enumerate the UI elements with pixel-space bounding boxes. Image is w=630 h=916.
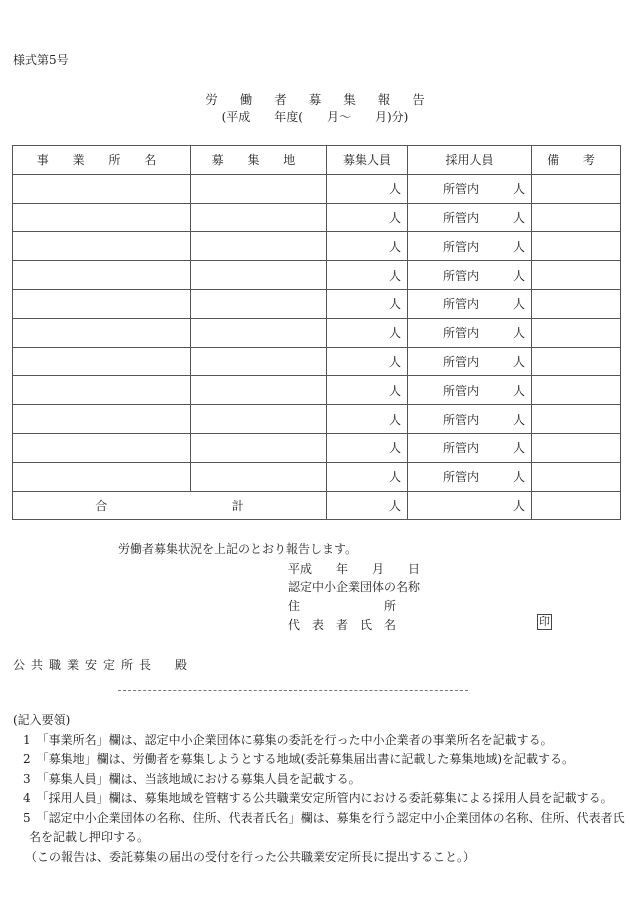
table-row bbox=[13, 433, 621, 462]
org-name-label: 認定中小企業団体の名称 bbox=[288, 580, 421, 594]
recruit-count-cell[interactable]: 人 bbox=[327, 462, 408, 491]
recruit-count-cell[interactable]: 人 bbox=[327, 174, 408, 203]
hired-count-cell[interactable] bbox=[408, 261, 532, 290]
recruit-count-cell[interactable]: 人 bbox=[327, 376, 408, 405]
form-number: 様式第5号 bbox=[13, 53, 69, 67]
recruit-area-cell[interactable] bbox=[191, 232, 327, 261]
total-remarks-cell[interactable] bbox=[532, 491, 621, 520]
recruit-count-cell[interactable]: 人 bbox=[327, 433, 408, 462]
recruit-count-cell[interactable]: 人 bbox=[327, 289, 408, 318]
instruction-item: 名を記載し押印する。 bbox=[29, 830, 150, 844]
header-recruit-count: 募集人員 bbox=[327, 146, 408, 175]
jurisdiction-label: 所管内 bbox=[443, 383, 480, 398]
representative-label: 代 表 者 氏 名 bbox=[288, 618, 397, 632]
unit-label: 人 bbox=[512, 182, 525, 197]
unit-label: 人 bbox=[512, 326, 525, 341]
remarks-cell[interactable] bbox=[532, 174, 621, 203]
jurisdiction-label: 所管内 bbox=[443, 412, 480, 427]
instruction-item: 5 「認定中小企業団体の名称、住所、代表者氏名」欄は、募集を行う認定中小企業団体の名称、住所、代表者氏 bbox=[23, 810, 625, 825]
unit-label: 人 bbox=[512, 297, 525, 312]
recruit-area-cell[interactable] bbox=[191, 462, 327, 491]
office-name-cell[interactable] bbox=[13, 405, 191, 434]
dashed-divider bbox=[118, 690, 468, 691]
addressee: 公共職業安定所長 殿 bbox=[13, 658, 194, 672]
remarks-cell[interactable] bbox=[532, 261, 621, 290]
table-row bbox=[13, 405, 621, 434]
recruit-area-cell[interactable] bbox=[191, 376, 327, 405]
recruit-count-cell[interactable]: 人 bbox=[327, 203, 408, 232]
instructions-heading: (記入要領) bbox=[13, 713, 71, 727]
table-row bbox=[13, 203, 621, 232]
hired-cell-content bbox=[408, 209, 531, 226]
recruit-area-cell[interactable] bbox=[191, 174, 327, 203]
remarks-cell[interactable] bbox=[532, 433, 621, 462]
header-hired-count: 採用人員 bbox=[408, 146, 532, 175]
jurisdiction-label: 所管内 bbox=[443, 354, 480, 369]
total-label-cell bbox=[13, 491, 327, 520]
office-name-cell[interactable] bbox=[13, 174, 191, 203]
hired-count-cell[interactable] bbox=[408, 347, 532, 376]
office-name-cell[interactable] bbox=[13, 433, 191, 462]
instruction-item: 1 「事業所名」欄は、認定中小企業団体に募集の委託を行った中小企業者の事業所名を記載する。 bbox=[23, 732, 553, 747]
remarks-cell[interactable] bbox=[532, 376, 621, 405]
recruitment-table bbox=[12, 145, 621, 520]
total-row bbox=[13, 491, 621, 520]
hired-count-cell[interactable] bbox=[408, 203, 532, 232]
office-name-cell[interactable] bbox=[13, 347, 191, 376]
office-name-cell[interactable] bbox=[13, 376, 191, 405]
recruit-count-cell[interactable]: 人 bbox=[327, 232, 408, 261]
total-hired-cell[interactable]: 人 bbox=[408, 491, 532, 520]
instructions bbox=[13, 711, 625, 867]
seal-mark: 印 bbox=[539, 615, 550, 628]
header-remarks: 備 考 bbox=[532, 146, 621, 175]
hired-cell-content bbox=[408, 295, 531, 312]
unit-label: 人 bbox=[512, 239, 525, 254]
jurisdiction-label: 所管内 bbox=[443, 182, 480, 197]
table-row bbox=[13, 232, 621, 261]
remarks-cell[interactable] bbox=[532, 347, 621, 376]
office-name-cell[interactable] bbox=[13, 232, 191, 261]
office-name-cell[interactable] bbox=[13, 203, 191, 232]
address-label: 住 所 bbox=[288, 599, 397, 613]
unit-label: 人 bbox=[512, 210, 525, 225]
header-recruit-area: 募 集 地 bbox=[191, 146, 327, 175]
remarks-cell[interactable] bbox=[532, 289, 621, 318]
header-office-name: 事 業 所 名 bbox=[13, 146, 191, 175]
jurisdiction-label: 所管内 bbox=[443, 326, 480, 341]
office-name-cell[interactable] bbox=[13, 289, 191, 318]
recruit-area-cell[interactable] bbox=[191, 289, 327, 318]
recruit-area-cell[interactable] bbox=[191, 347, 327, 376]
hired-cell-content bbox=[408, 411, 531, 428]
hired-count-cell[interactable] bbox=[408, 462, 532, 491]
hired-cell-content bbox=[408, 238, 531, 255]
remarks-cell[interactable] bbox=[532, 318, 621, 347]
remarks-cell[interactable] bbox=[532, 203, 621, 232]
recruit-area-cell[interactable] bbox=[191, 261, 327, 290]
hired-count-cell[interactable] bbox=[408, 289, 532, 318]
table-row bbox=[13, 174, 621, 203]
table-row bbox=[13, 289, 621, 318]
total-label-right: 計 bbox=[231, 498, 244, 513]
hired-cell-content bbox=[408, 267, 531, 284]
table-row bbox=[13, 462, 621, 491]
hired-count-cell[interactable] bbox=[408, 433, 532, 462]
office-name-cell[interactable] bbox=[13, 462, 191, 491]
report-statement: 労働者募集状況を上記のとおり報告します。 bbox=[118, 542, 358, 556]
hired-cell-content bbox=[408, 382, 531, 399]
recruit-area-cell[interactable] bbox=[191, 203, 327, 232]
instruction-item: 3 「募集人員」欄は、当該地域における募集人員を記載する。 bbox=[23, 771, 361, 786]
table-row bbox=[13, 376, 621, 405]
unit-label: 人 bbox=[512, 441, 525, 456]
table-row bbox=[13, 318, 621, 347]
office-name-cell[interactable] bbox=[13, 261, 191, 290]
jurisdiction-label: 所管内 bbox=[443, 268, 480, 283]
jurisdiction-label: 所管内 bbox=[443, 297, 480, 312]
recruit-area-cell[interactable] bbox=[191, 433, 327, 462]
submission-note: （この報告は、委託募集の届出の受付を行った公共職業安定所長に提出すること。） bbox=[25, 849, 476, 864]
unit-label: 人 bbox=[512, 383, 525, 398]
table-row bbox=[13, 261, 621, 290]
hired-count-cell[interactable] bbox=[408, 232, 532, 261]
hired-count-cell[interactable] bbox=[408, 174, 532, 203]
recruit-area-cell[interactable] bbox=[191, 405, 327, 434]
recruit-count-cell[interactable]: 人 bbox=[327, 261, 408, 290]
total-label bbox=[13, 497, 326, 514]
recruit-count-cell[interactable]: 人 bbox=[327, 318, 408, 347]
hired-cell-content bbox=[408, 324, 531, 341]
jurisdiction-label: 所管内 bbox=[443, 210, 480, 225]
total-label-left: 合 bbox=[95, 498, 108, 513]
jurisdiction-label: 所管内 bbox=[443, 470, 480, 485]
jurisdiction-label: 所管内 bbox=[443, 441, 480, 456]
remarks-cell[interactable] bbox=[532, 462, 621, 491]
report-date: 平成 年 月 日 bbox=[288, 562, 421, 576]
document-title: 労働者募集報告 bbox=[205, 92, 447, 107]
unit-label: 人 bbox=[512, 354, 525, 369]
unit-label: 人 bbox=[512, 470, 525, 485]
instruction-item: 2 「募集地」欄は、労働者を募集しようとする地域(委託募集届出書に記載した募集地域)を記載する。 bbox=[23, 752, 575, 766]
hired-count-cell[interactable] bbox=[408, 376, 532, 405]
hired-cell-content bbox=[408, 468, 531, 485]
office-name-cell[interactable] bbox=[13, 318, 191, 347]
table-header-row bbox=[13, 146, 621, 175]
jurisdiction-label: 所管内 bbox=[443, 239, 480, 254]
instruction-item: 4 「採用人員」欄は、募集地域を管轄する公共職業安定所管内における委託募集による採用人員を記載する。 bbox=[23, 791, 613, 805]
hired-count-cell[interactable] bbox=[408, 405, 532, 434]
hired-cell-content bbox=[408, 353, 531, 370]
total-recruit-cell[interactable]: 人 bbox=[327, 491, 408, 520]
hired-count-cell[interactable] bbox=[408, 318, 532, 347]
hired-cell-content bbox=[408, 180, 531, 197]
unit-label: 人 bbox=[512, 268, 525, 283]
hired-cell-content bbox=[408, 439, 531, 456]
unit-label: 人 bbox=[512, 412, 525, 427]
recruit-count-cell[interactable]: 人 bbox=[327, 405, 408, 434]
report-period: (平成 年度( 月～ 月)分) bbox=[221, 110, 409, 124]
recruit-area-cell[interactable] bbox=[191, 318, 327, 347]
recruit-count-cell[interactable]: 人 bbox=[327, 347, 408, 376]
table-row bbox=[13, 347, 621, 376]
remarks-cell[interactable] bbox=[532, 405, 621, 434]
remarks-cell[interactable] bbox=[532, 232, 621, 261]
